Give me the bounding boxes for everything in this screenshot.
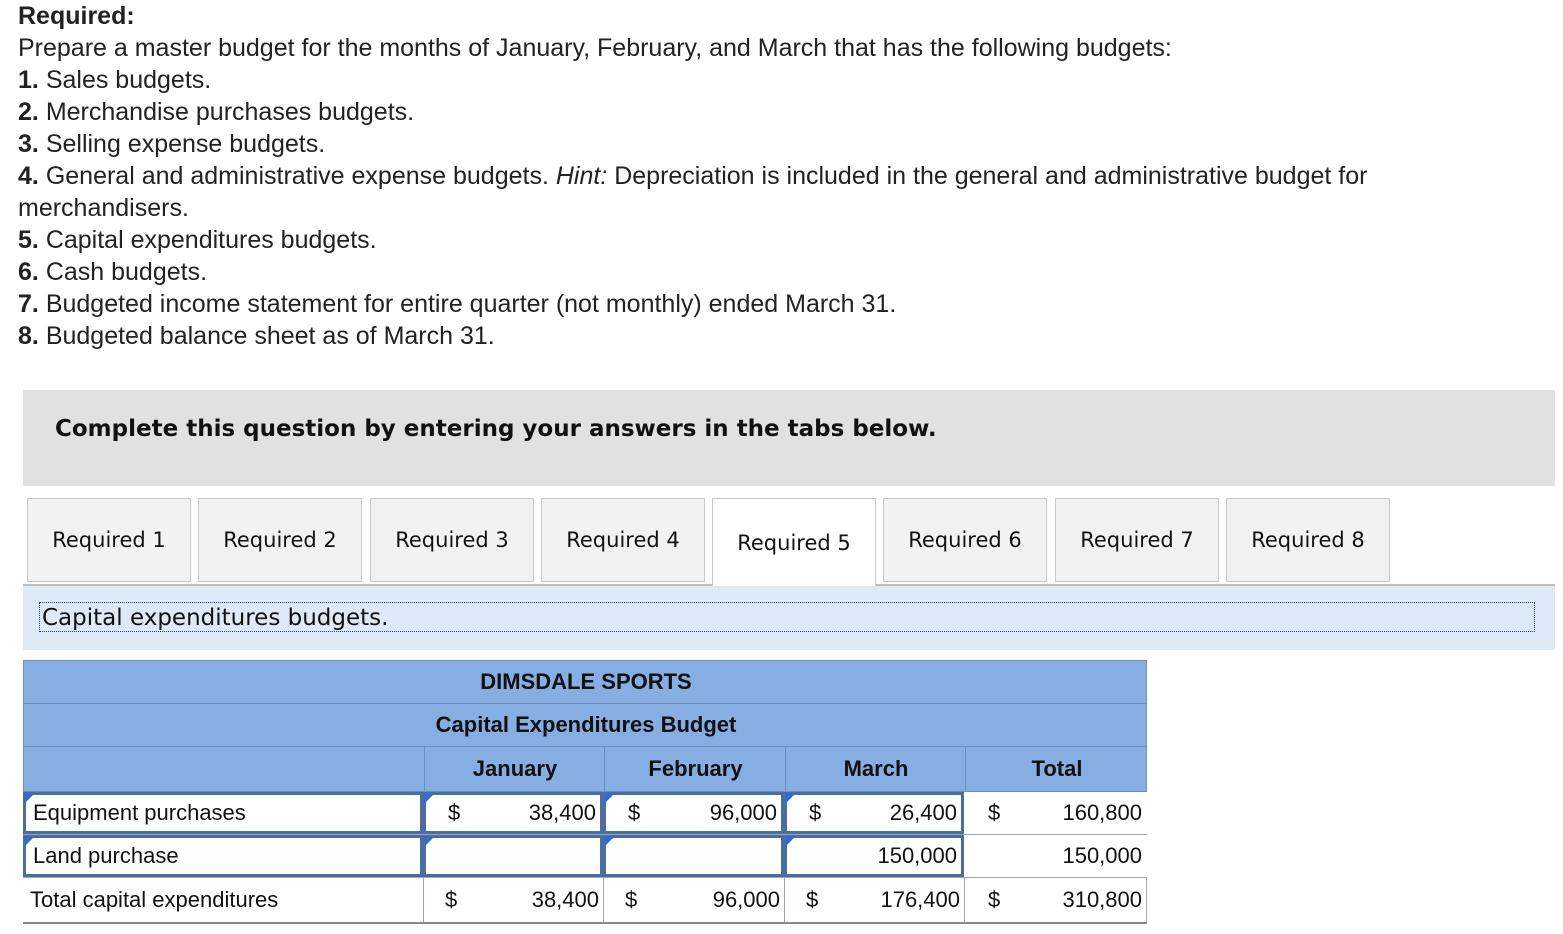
table-row-total bbox=[23, 878, 1147, 924]
required-item-2: 2. Merchandise purchases budgets. bbox=[18, 98, 415, 126]
budget-title: Capital Expenditures Budget bbox=[435, 712, 737, 737]
table-row bbox=[23, 835, 1147, 878]
input-mar-land[interactable] bbox=[784, 835, 964, 877]
value: 96,000 bbox=[712, 887, 780, 912]
value: 26,400 bbox=[889, 800, 957, 825]
value: 150,000 bbox=[877, 843, 957, 868]
value: 38,400 bbox=[531, 887, 599, 912]
required-item-6: 6. Cash budgets. bbox=[18, 258, 208, 286]
instruction-text: Complete this question by entering your answers in the tabs below. bbox=[55, 416, 937, 442]
value bbox=[480, 838, 600, 874]
total-land bbox=[964, 835, 1146, 877]
tab-required-2[interactable]: Required 2 bbox=[198, 498, 362, 582]
row-label-total: Total capital expenditures bbox=[30, 887, 279, 912]
total-jan bbox=[423, 878, 603, 922]
currency-sign: $ bbox=[988, 887, 1001, 912]
currency-sign: $ bbox=[806, 887, 819, 912]
required-item-7: 7. Budgeted income statement for entire quarter (not monthly) ended March 31. bbox=[18, 290, 897, 318]
col-february: February bbox=[604, 747, 786, 791]
tab-required-7[interactable]: Required 7 bbox=[1055, 498, 1219, 582]
column-header-row bbox=[23, 747, 1147, 792]
currency-sign: $ bbox=[628, 800, 641, 825]
tab-required-5[interactable]: Required 5 bbox=[712, 498, 876, 586]
tab-required-4[interactable]: Required 4 bbox=[541, 498, 705, 582]
table-title-row bbox=[23, 704, 1147, 747]
value: 310,800 bbox=[1062, 887, 1142, 912]
required-intro: Prepare a master budget for the months of January, February, and March that has the following budgets: bbox=[18, 34, 1172, 62]
value: 96,000 bbox=[709, 800, 777, 825]
currency-sign: $ bbox=[809, 800, 822, 825]
required-item-1: 1. Sales budgets. bbox=[18, 66, 212, 94]
section-label-box bbox=[39, 602, 1535, 632]
tab-required-6[interactable]: Required 6 bbox=[883, 498, 1047, 582]
input-feb-land[interactable] bbox=[603, 835, 784, 877]
value: 38,400 bbox=[528, 800, 596, 825]
row-label-land[interactable]: Land purchase bbox=[23, 835, 423, 877]
section-bar bbox=[23, 586, 1555, 650]
table-company-row bbox=[23, 660, 1147, 704]
requirements bbox=[18, 0, 1563, 352]
section-label: Capital expenditures budgets. bbox=[42, 605, 389, 631]
row-label-equipment[interactable]: Equipment purchases bbox=[23, 792, 423, 834]
input-jan-land[interactable] bbox=[423, 835, 603, 877]
company-name: DIMSDALE SPORTS bbox=[480, 669, 692, 694]
tab-required-1[interactable]: Required 1 bbox=[27, 498, 191, 582]
col-march: March bbox=[785, 747, 966, 791]
tab-required-8[interactable]: Required 8 bbox=[1226, 498, 1390, 582]
required-item-8: 8. Budgeted balance sheet as of March 31. bbox=[18, 322, 495, 350]
currency-sign: $ bbox=[625, 887, 638, 912]
currency-sign: $ bbox=[988, 800, 1001, 825]
required-heading: Required: bbox=[18, 2, 135, 30]
total-quarter bbox=[964, 878, 1146, 922]
input-mar-equipment[interactable] bbox=[784, 792, 964, 834]
value: 160,800 bbox=[1062, 800, 1142, 825]
value bbox=[661, 838, 781, 874]
instruction-banner bbox=[23, 390, 1555, 486]
total-mar bbox=[784, 878, 964, 922]
col-total: Total bbox=[965, 747, 1148, 791]
table-row bbox=[23, 792, 1147, 835]
total-feb bbox=[603, 878, 784, 922]
required-item-3: 3. Selling expense budgets. bbox=[18, 130, 326, 158]
currency-sign: $ bbox=[445, 887, 458, 912]
required-item-5: 5. Capital expenditures budgets. bbox=[18, 226, 377, 254]
input-feb-equipment[interactable] bbox=[603, 792, 784, 834]
capital-expenditures-table bbox=[23, 660, 1147, 924]
required-item-4: 4. General and administrative expense budgets. Hint: Depreciation is included in the general and administrative budget for bbox=[18, 162, 1368, 190]
required-item-4-cont: merchandisers. bbox=[18, 194, 189, 222]
col-january: January bbox=[424, 747, 605, 791]
input-jan-equipment[interactable] bbox=[423, 792, 603, 834]
currency-sign: $ bbox=[448, 800, 461, 825]
value: 176,400 bbox=[880, 887, 960, 912]
tab-required-3[interactable]: Required 3 bbox=[370, 498, 534, 582]
divider bbox=[1146, 878, 1147, 922]
total-equipment bbox=[964, 792, 1146, 834]
value: 150,000 bbox=[1062, 843, 1142, 868]
